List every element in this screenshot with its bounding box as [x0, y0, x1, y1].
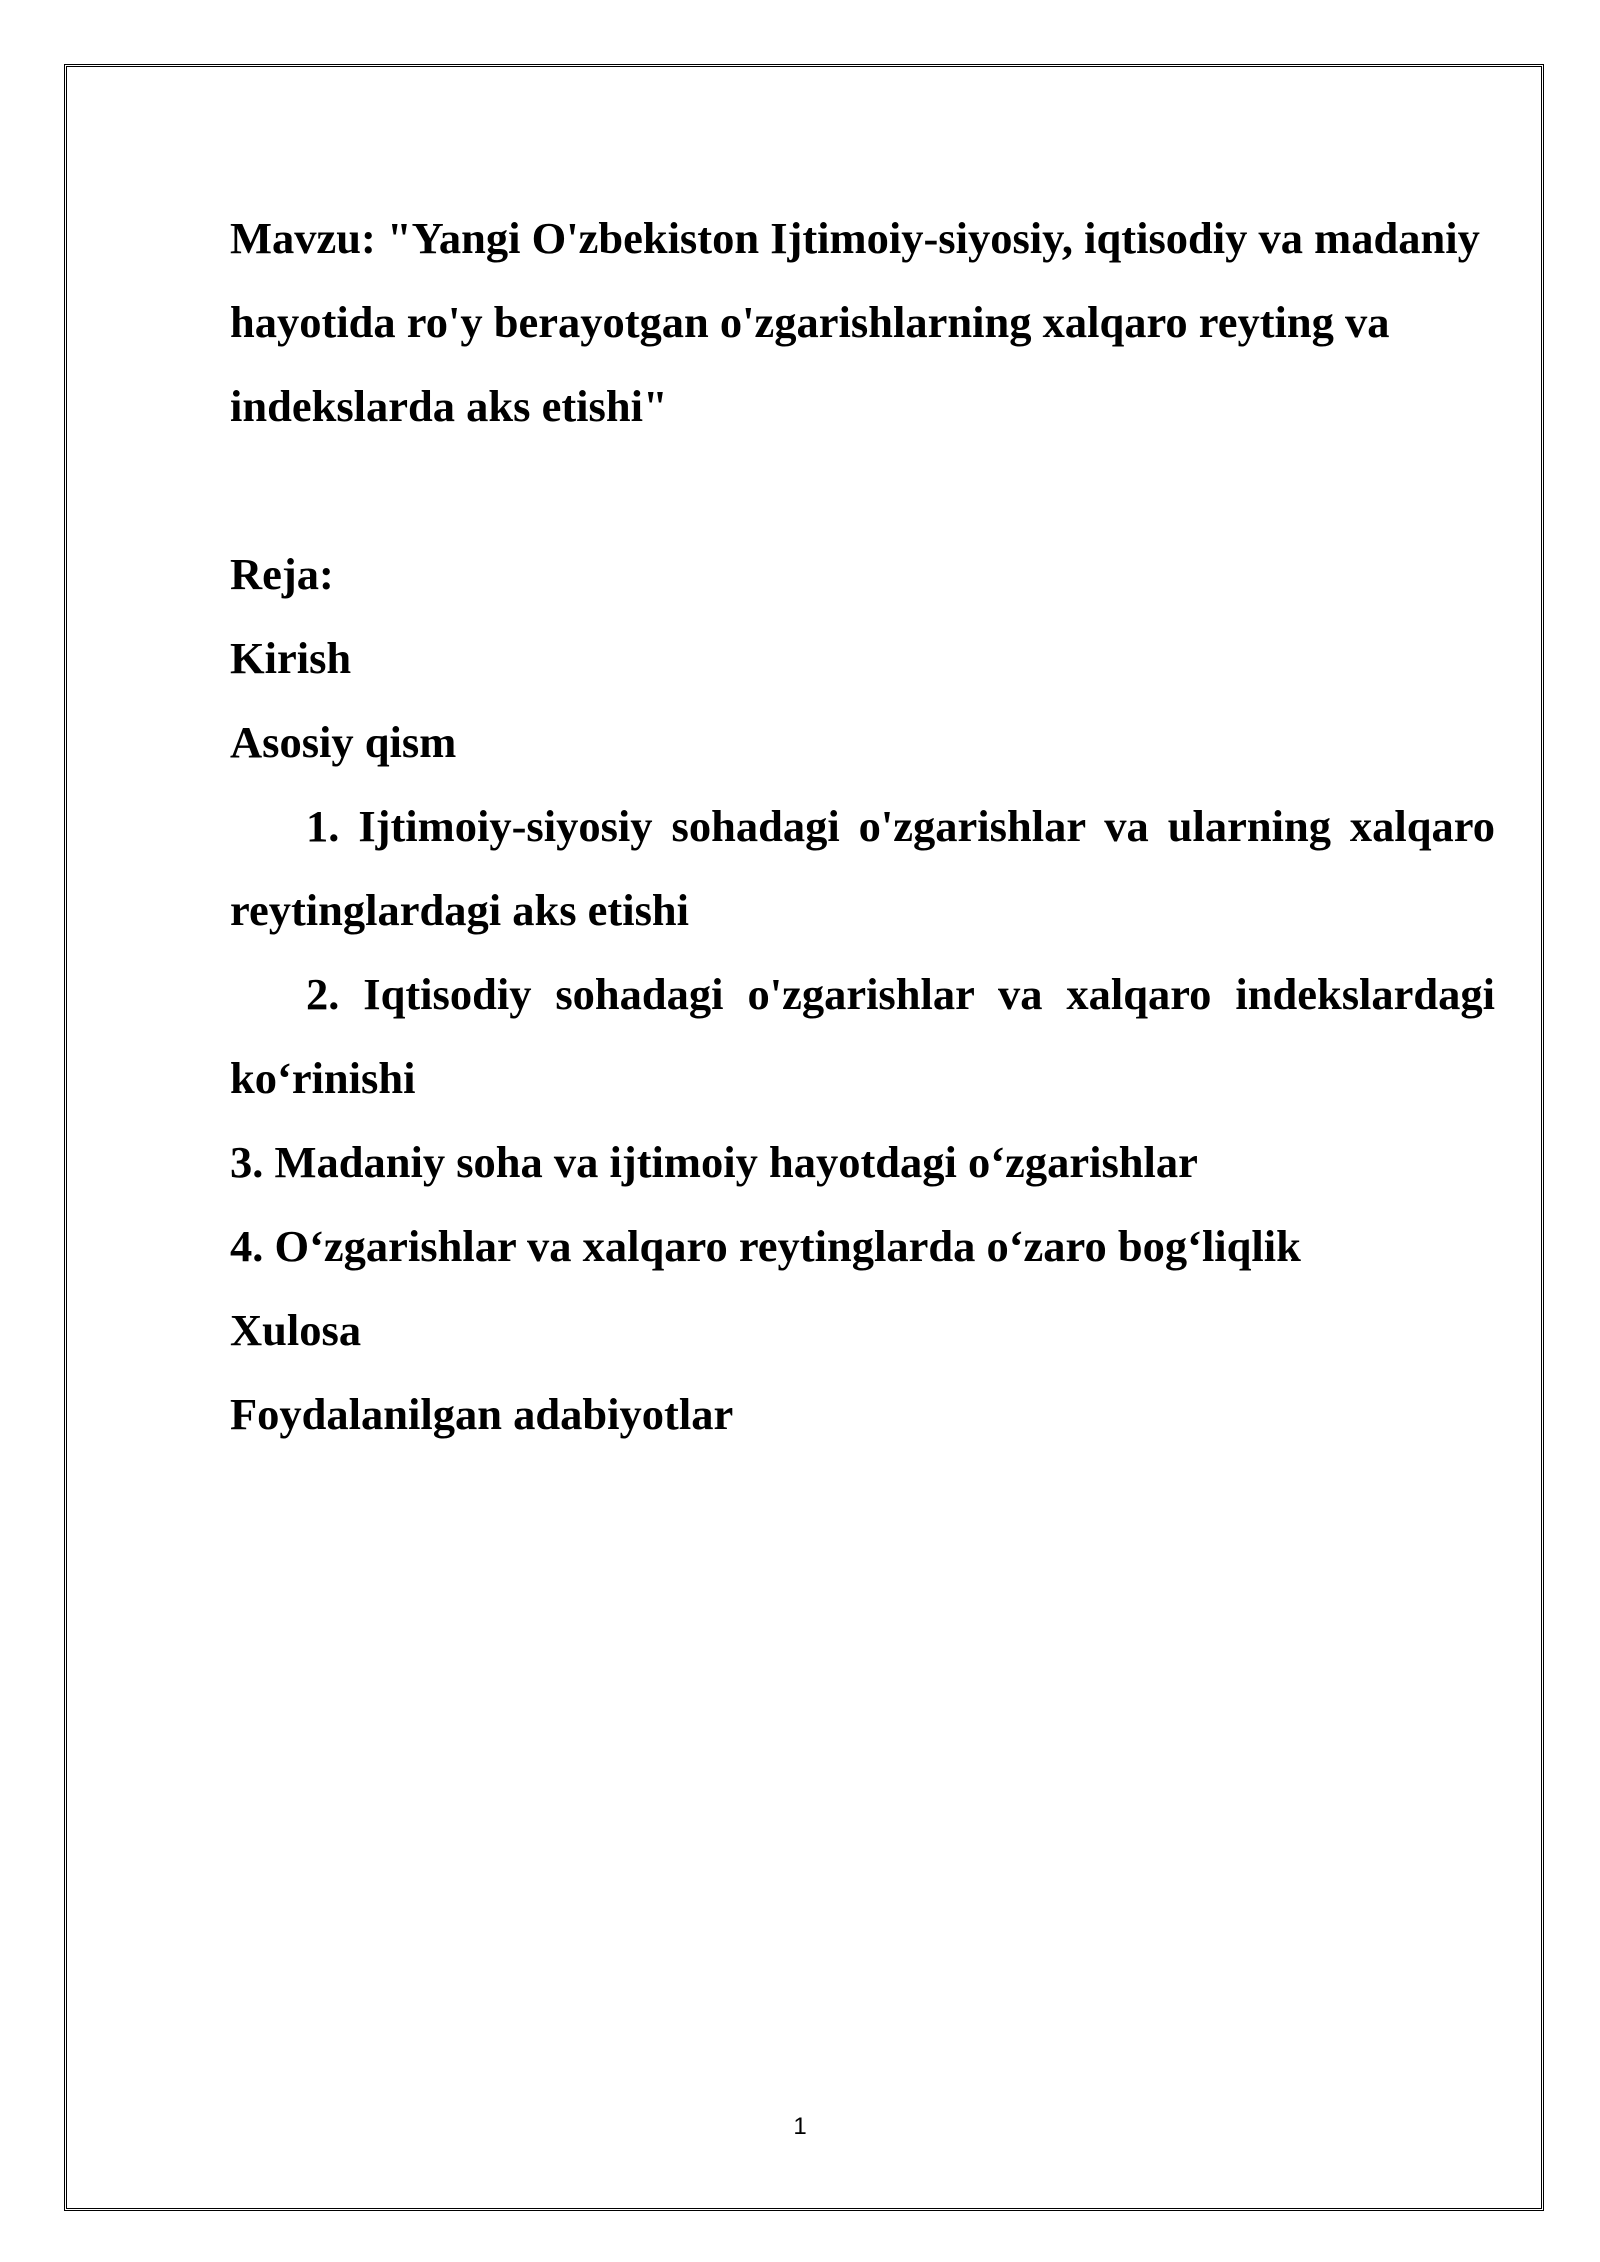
- plan-item-3: 3. Madaniy soha va ijtimoiy hayotdagi o‘zgarishlar: [230, 1137, 1198, 1187]
- plan-item-2: 2. Iqtisodiy sohadagi o'zgarishlar va xalqaro indekslardagi ko‘rinishi: [230, 969, 1495, 1103]
- main-part-item: Asosiy qism: [230, 717, 457, 767]
- topic-title: Mavzu: "Yangi O'zbekiston Ijtimoiy-siyosiy, iqtisodiy va madaniy hayotida ro'y berayotgan o'zgarishlarning xalqaro reyting va indekslarda aks etishi": [230, 213, 1480, 431]
- plan-item-4: 4. O‘zgarishlar va xalqaro reytinglarda o‘zaro bog‘liqlik: [230, 1221, 1301, 1271]
- plan-item-1: 1. Ijtimoiy-siyosiy sohadagi o'zgarishlar va ularning xalqaro reytinglardagi aks etishi: [230, 801, 1495, 935]
- document-body: [230, 196, 1495, 1456]
- plan-heading: Reja:: [230, 549, 334, 599]
- blank-line: [230, 448, 1495, 532]
- conclusion-item: Xulosa: [230, 1305, 362, 1355]
- intro-item: Kirish: [230, 633, 352, 683]
- references-item: Foydalanilgan adabiyotlar: [230, 1389, 734, 1439]
- page-number: 1: [793, 2113, 807, 2140]
